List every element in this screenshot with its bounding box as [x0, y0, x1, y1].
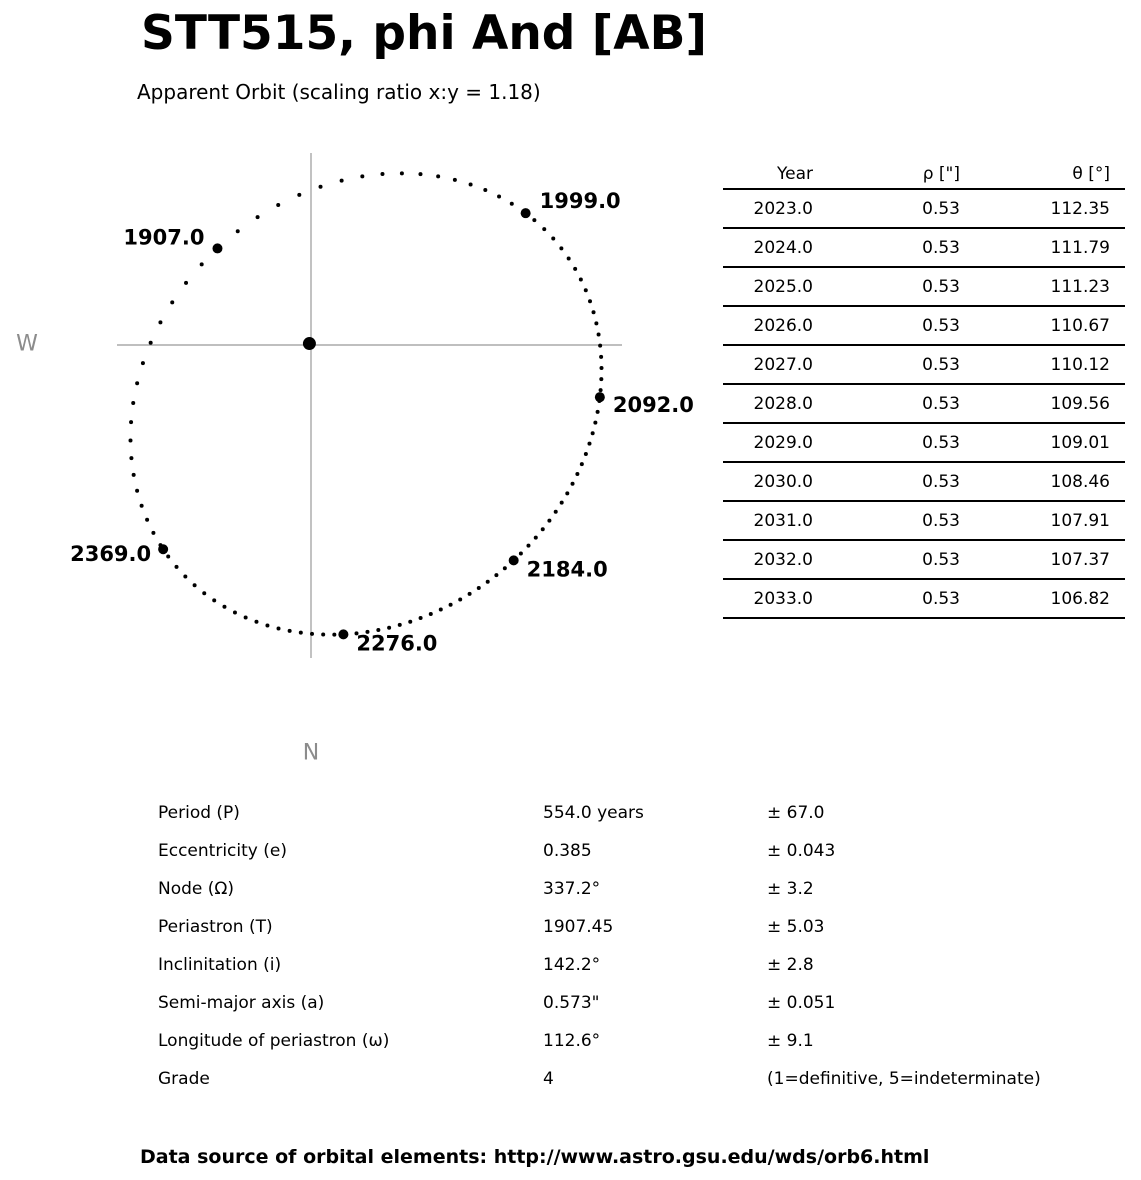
epoch-label: 2369.0 — [70, 542, 152, 567]
rho-cell: 0.53 — [823, 345, 970, 384]
orbit-dot — [321, 633, 325, 637]
orbit-dot — [580, 462, 584, 466]
orbit-dot — [598, 344, 602, 348]
orbit-dot — [551, 237, 555, 241]
orbit-dot — [183, 574, 187, 578]
orbit-dot — [599, 355, 603, 359]
orbit-dot — [526, 544, 530, 548]
orbit-dot — [519, 551, 523, 555]
orbit-dot — [400, 171, 404, 175]
page-title: STT515, phi And [AB] — [141, 6, 707, 61]
orbit-dot — [244, 615, 248, 619]
element-error: ± 0.051 — [767, 993, 836, 1013]
orbital-element-row — [158, 1060, 1088, 1098]
orbit-dot — [166, 554, 170, 558]
element-value: 1907.45 — [543, 917, 614, 937]
ephemerides-table — [723, 160, 1125, 619]
orbit-dot — [288, 629, 292, 633]
west-label: W — [16, 331, 38, 357]
element-error: ± 2.8 — [767, 955, 814, 975]
table-row — [723, 228, 1125, 267]
orbit-dot — [453, 178, 457, 182]
orbit-dot — [233, 611, 237, 615]
orbital-element-row — [158, 1022, 1088, 1060]
page-subtitle: Apparent Orbit (scaling ratio x:y = 1.18) — [137, 80, 541, 104]
theta-cell: 111.79 — [970, 228, 1125, 267]
orbit-dot — [594, 321, 598, 325]
year-cell: 2024.0 — [723, 228, 823, 267]
orbit-dot — [436, 174, 440, 178]
orbit-dot — [503, 566, 507, 570]
theta-cell: 110.12 — [970, 345, 1125, 384]
year-cell: 2023.0 — [723, 189, 823, 228]
orbit-dot — [254, 620, 258, 624]
orbit-dot — [571, 482, 575, 486]
data-source-note: Data source of orbital elements: http://www.astro.gsu.edu/wds/orb6.html — [140, 1146, 930, 1168]
rho-cell: 0.53 — [823, 423, 970, 462]
orbit-dot — [276, 203, 280, 207]
epoch-dot — [521, 208, 531, 218]
orbit-dot — [559, 246, 563, 250]
table-header-row — [723, 160, 1125, 189]
table-row — [723, 501, 1125, 540]
year-cell: 2027.0 — [723, 345, 823, 384]
orbit-dot — [132, 473, 136, 477]
year-cell: 2030.0 — [723, 462, 823, 501]
orbit-dot — [468, 592, 472, 596]
table-row — [723, 345, 1125, 384]
year-cell: 2029.0 — [723, 423, 823, 462]
orbit-dot — [129, 456, 133, 460]
element-label: Node (Ω) — [158, 879, 235, 899]
orbital-elements-list — [158, 794, 1088, 1098]
table-row — [723, 306, 1125, 345]
year-cell: 2026.0 — [723, 306, 823, 345]
orbit-dot — [599, 377, 603, 381]
table-row — [723, 540, 1125, 579]
orbit-dot — [439, 608, 443, 612]
element-label: Periastron (T) — [158, 917, 273, 937]
epoch-label: 1999.0 — [539, 189, 621, 214]
orbit-dot — [560, 501, 564, 505]
orbit-dot — [175, 565, 179, 569]
orbit-dot — [193, 583, 197, 587]
orbit-dot — [575, 472, 579, 476]
rho-cell: 0.53 — [823, 540, 970, 579]
orbit-dot — [184, 281, 188, 285]
epoch-dot — [158, 544, 168, 554]
orbit-dot — [584, 452, 588, 456]
orbit-dot — [135, 489, 139, 493]
table-row — [723, 267, 1125, 306]
orbit-dot — [483, 188, 487, 192]
orbit-dot — [256, 215, 260, 219]
orbit-dot — [532, 218, 536, 222]
orbit-dot — [131, 401, 135, 405]
orbit-dot — [469, 182, 473, 186]
orbit-dot — [510, 202, 514, 206]
element-label: Semi-major axis (a) — [158, 993, 325, 1013]
rho-cell: 0.53 — [823, 306, 970, 345]
orbit-dot — [299, 631, 303, 635]
element-error: ± 67.0 — [767, 803, 825, 823]
rho-cell: 0.53 — [823, 228, 970, 267]
column-header-theta: θ [°] — [970, 160, 1125, 189]
theta-cell: 110.67 — [970, 306, 1125, 345]
orbital-element-row — [158, 946, 1088, 984]
orbit-dot — [140, 504, 144, 508]
element-error: ± 9.1 — [767, 1031, 814, 1051]
orbit-dot — [332, 633, 336, 637]
orbit-dot — [141, 361, 145, 365]
orbit-dot — [319, 185, 323, 189]
orbit-dot — [486, 580, 490, 584]
year-cell: 2033.0 — [723, 579, 823, 618]
column-header-rho: ρ ["] — [823, 160, 970, 189]
theta-cell: 111.23 — [970, 267, 1125, 306]
orbit-dot — [151, 531, 155, 535]
column-header-year: Year — [723, 160, 823, 189]
orbit-dot — [596, 410, 600, 414]
rho-cell: 0.53 — [823, 579, 970, 618]
table-row — [723, 384, 1125, 423]
theta-cell: 109.56 — [970, 384, 1125, 423]
epoch-dot — [212, 243, 222, 253]
orbit-dot — [149, 341, 153, 345]
element-value: 554.0 years — [543, 803, 644, 823]
orbital-element-row — [158, 832, 1088, 870]
orbit-dot — [547, 519, 551, 523]
orbit-dot — [579, 277, 583, 281]
orbit-dot — [554, 510, 558, 514]
theta-cell: 106.82 — [970, 579, 1125, 618]
element-label: Inclinitation (i) — [158, 955, 282, 975]
year-cell: 2031.0 — [723, 501, 823, 540]
theta-cell: 112.35 — [970, 189, 1125, 228]
orbit-dot — [419, 616, 423, 620]
epoch-label: 2092.0 — [612, 393, 694, 418]
orbit-dot — [587, 442, 591, 446]
element-value: 142.2° — [543, 955, 601, 975]
epoch-label: 1907.0 — [123, 225, 205, 250]
orbit-dot — [567, 256, 571, 260]
rho-cell: 0.53 — [823, 267, 970, 306]
theta-cell: 107.91 — [970, 501, 1125, 540]
element-error: ± 3.2 — [767, 879, 814, 899]
orbit-dot — [310, 632, 314, 636]
north-label: N — [302, 740, 320, 766]
orbit-dot — [202, 591, 206, 595]
theta-cell: 108.46 — [970, 462, 1125, 501]
orbit-dot — [387, 626, 391, 630]
element-label: Eccentricity (e) — [158, 841, 287, 861]
epoch-dot — [338, 629, 348, 639]
element-value: 112.6° — [543, 1031, 601, 1051]
epoch-dot — [595, 392, 605, 402]
orbit-dot — [593, 421, 597, 425]
orbit-dot — [408, 620, 412, 624]
orbit-dot — [542, 227, 546, 231]
orbit-dot — [222, 605, 226, 609]
orbit-dot — [212, 598, 216, 602]
orbit-dot — [398, 623, 402, 627]
orbit-dot — [584, 288, 588, 292]
orbit-dot — [158, 320, 162, 324]
orbital-element-row — [158, 984, 1088, 1022]
year-cell: 2028.0 — [723, 384, 823, 423]
element-error: (1=definitive, 5=indeterminate) — [767, 1069, 1041, 1089]
element-error: ± 5.03 — [767, 917, 825, 937]
orbit-dot — [265, 623, 269, 627]
table-row — [723, 462, 1125, 501]
orbit-dot — [458, 597, 462, 601]
orbit-dot — [277, 626, 281, 630]
year-cell: 2025.0 — [723, 267, 823, 306]
orbit-dot — [145, 518, 149, 522]
year-cell: 2032.0 — [723, 540, 823, 579]
orbit-dot — [429, 612, 433, 616]
orbit-dot — [449, 603, 453, 607]
rho-cell: 0.53 — [823, 189, 970, 228]
theta-cell: 107.37 — [970, 540, 1125, 579]
orbit-dot — [135, 381, 139, 385]
epoch-label: 2184.0 — [526, 557, 608, 582]
element-label: Period (P) — [158, 803, 240, 823]
orbit-dot — [236, 229, 240, 233]
rho-cell: 0.53 — [823, 462, 970, 501]
table-row — [723, 423, 1125, 462]
orbit-dot — [129, 439, 133, 443]
orbit-dot — [200, 262, 204, 266]
element-label: Grade — [158, 1069, 210, 1089]
orbit-dot — [340, 179, 344, 183]
table-row — [723, 579, 1125, 618]
orbit-dot — [541, 527, 545, 531]
orbit-dot — [477, 586, 481, 590]
epoch-dot — [509, 555, 519, 565]
orbit-dot — [591, 431, 595, 435]
orbit-dot — [600, 366, 604, 370]
orbit-dot — [129, 420, 133, 424]
orbit-dot — [597, 332, 601, 336]
element-error: ± 0.043 — [767, 841, 836, 861]
primary-star — [303, 337, 316, 350]
orbit-dot — [170, 300, 174, 304]
orbit-dot — [418, 172, 422, 176]
orbit-dot — [360, 174, 364, 178]
orbit-dot — [599, 388, 603, 392]
table-row — [723, 189, 1125, 228]
element-value: 4 — [543, 1069, 554, 1089]
orbital-element-row — [158, 870, 1088, 908]
element-value: 337.2° — [543, 879, 601, 899]
theta-cell: 109.01 — [970, 423, 1125, 462]
orbit-dot — [565, 491, 569, 495]
orbit-dot — [588, 299, 592, 303]
epoch-label: 2276.0 — [356, 631, 438, 656]
orbit-dot — [380, 172, 384, 176]
orbit-dot — [592, 310, 596, 314]
orbit-dot — [534, 536, 538, 540]
element-label: Longitude of periastron (ω) — [158, 1031, 390, 1051]
orbital-element-row — [158, 908, 1088, 946]
rho-cell: 0.53 — [823, 384, 970, 423]
rho-cell: 0.53 — [823, 501, 970, 540]
orbital-element-row — [158, 794, 1088, 832]
element-value: 0.573" — [543, 993, 600, 1013]
orbit-dot — [573, 267, 577, 271]
orbit-dot — [494, 573, 498, 577]
orbit-dot — [497, 195, 501, 199]
element-value: 0.385 — [543, 841, 592, 861]
orbit-dot — [297, 193, 301, 197]
